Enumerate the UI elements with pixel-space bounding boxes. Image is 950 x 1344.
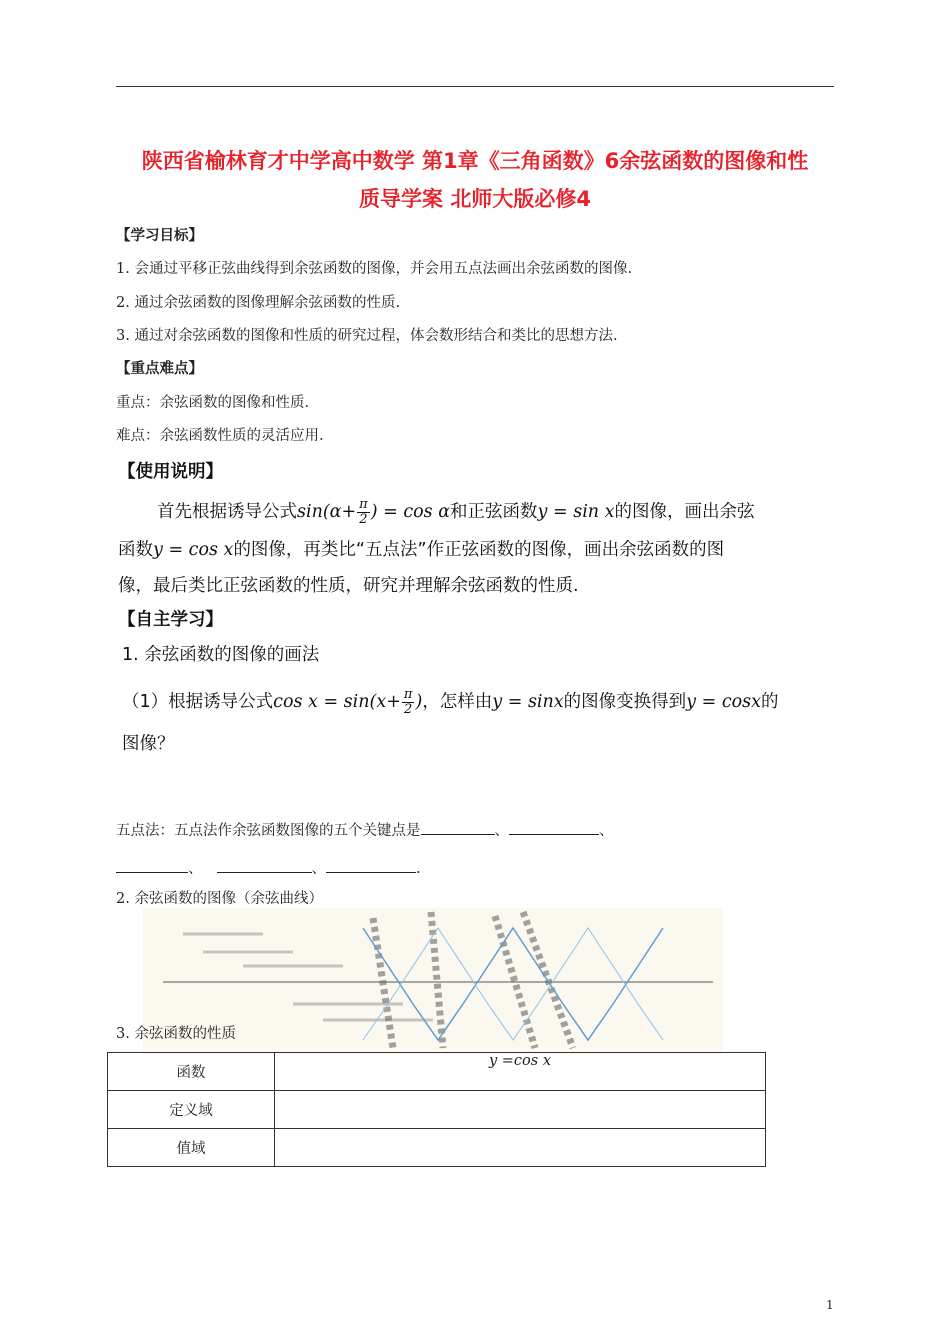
formula-cos: y = cosx: [686, 692, 762, 712]
properties-table: [107, 1052, 766, 1167]
period: .: [416, 861, 421, 877]
page-number: 1: [826, 1298, 834, 1312]
keypoints-heading: 【重点难点】: [116, 361, 203, 377]
table-row: [108, 1129, 766, 1167]
question-1-line-1: [122, 688, 779, 717]
self-study-item-3: 3. 余弦函数的性质: [116, 1026, 236, 1042]
question-1-line-2: 图像？: [122, 734, 175, 754]
usage-line-3: 像，最后类比正弦函数的性质，研究并理解余弦函数的性质.: [118, 576, 579, 596]
formula-induction: [297, 497, 451, 527]
keypoints-focus: 重点：余弦函数的图像和性质.: [116, 395, 310, 411]
usage-text: 首先根据诱导公式: [157, 502, 297, 522]
table-cell-label: 函数: [108, 1053, 275, 1091]
answer-blank-4[interactable]: [217, 858, 312, 873]
fraction-numerator: π: [359, 497, 368, 512]
five-point-line-2: [116, 858, 421, 879]
table-row: [108, 1053, 766, 1091]
answer-blank-1[interactable]: [421, 820, 495, 835]
formula-sin: y = sinx: [492, 692, 564, 712]
document-title-line1: 陕西省榆林育才中学高中数学 第1章《三角函数》6余弦函数的图像和性: [141, 149, 809, 173]
objective-item-1: 1. 会通过平移正弦曲线得到余弦函数的图像，并会用五点法画出余弦函数的图像.: [116, 261, 633, 277]
separator: 、: [188, 861, 203, 877]
formula-induction-2: [273, 687, 423, 717]
self-study-item-2: 2. 余弦函数的图像（余弦曲线）: [116, 891, 323, 907]
usage-text: 的图像，再类比“五点法”作正弦函数的图像，画出余弦函数的图: [233, 540, 725, 560]
separator: 、: [599, 823, 614, 839]
objective-item-3: 3. 通过对余弦函数的图像和性质的研究过程，体会数形结合和类比的思想方法.: [116, 328, 618, 344]
question-text: 的: [761, 692, 779, 712]
question-text: 的图像变换得到: [563, 692, 687, 712]
separator: 、: [311, 861, 326, 877]
answer-blank-3[interactable]: [116, 858, 188, 873]
formula-part: ): [415, 692, 423, 712]
keypoints-difficulty: 难点：余弦函数性质的灵活应用.: [116, 428, 324, 444]
formula-part: sin(α+: [297, 502, 357, 522]
formula-cos: y = cos x: [153, 540, 234, 560]
self-study-heading: 【自主学习】: [118, 610, 223, 630]
fraction-numerator: π: [403, 687, 413, 702]
table-cell-label: 值域: [108, 1129, 275, 1167]
formula-part: ) = cos α: [370, 502, 451, 522]
usage-text: 的图像，画出余弦: [614, 502, 755, 522]
table-cell-label: 定义域: [108, 1091, 275, 1129]
answer-blank-5[interactable]: [326, 858, 416, 873]
self-study-item-1: 1. 余弦函数的图像的画法: [122, 645, 320, 665]
document-title-line2: 质导学案 北师大版必修4: [359, 187, 591, 211]
objective-item-2: 2. 通过余弦函数的图像理解余弦函数的性质.: [116, 295, 401, 311]
table-cell-value: [275, 1053, 766, 1091]
fraction-denominator: 2: [359, 512, 368, 527]
five-point-text: 五点法：五点法作余弦函数图像的五个关键点是: [116, 823, 421, 839]
formula-sin: y = sin x: [537, 502, 615, 522]
table-cell-value[interactable]: [275, 1091, 766, 1129]
usage-text: 函数: [118, 540, 153, 560]
objectives-heading: 【学习目标】: [116, 228, 203, 244]
five-point-line-1: [116, 820, 614, 841]
question-text: （1）根据诱导公式: [122, 692, 274, 712]
fraction-denominator: 2: [404, 702, 413, 717]
formula-part: cos x = sin(x+: [273, 692, 401, 712]
table-cell-value[interactable]: [275, 1129, 766, 1167]
usage-text: 和正弦函数: [450, 502, 538, 522]
answer-blank-2[interactable]: [509, 820, 599, 835]
usage-heading: 【使用说明】: [118, 462, 223, 482]
usage-line-1: [157, 498, 755, 527]
header-rule: [116, 86, 834, 87]
usage-line-2: [118, 538, 724, 562]
separator: 、: [494, 823, 509, 839]
fraction: [402, 688, 415, 717]
question-text: ，怎样由: [422, 692, 493, 712]
table-row: [108, 1091, 766, 1129]
formula-cos: y =cos x: [488, 1053, 552, 1069]
fraction: [357, 498, 370, 527]
